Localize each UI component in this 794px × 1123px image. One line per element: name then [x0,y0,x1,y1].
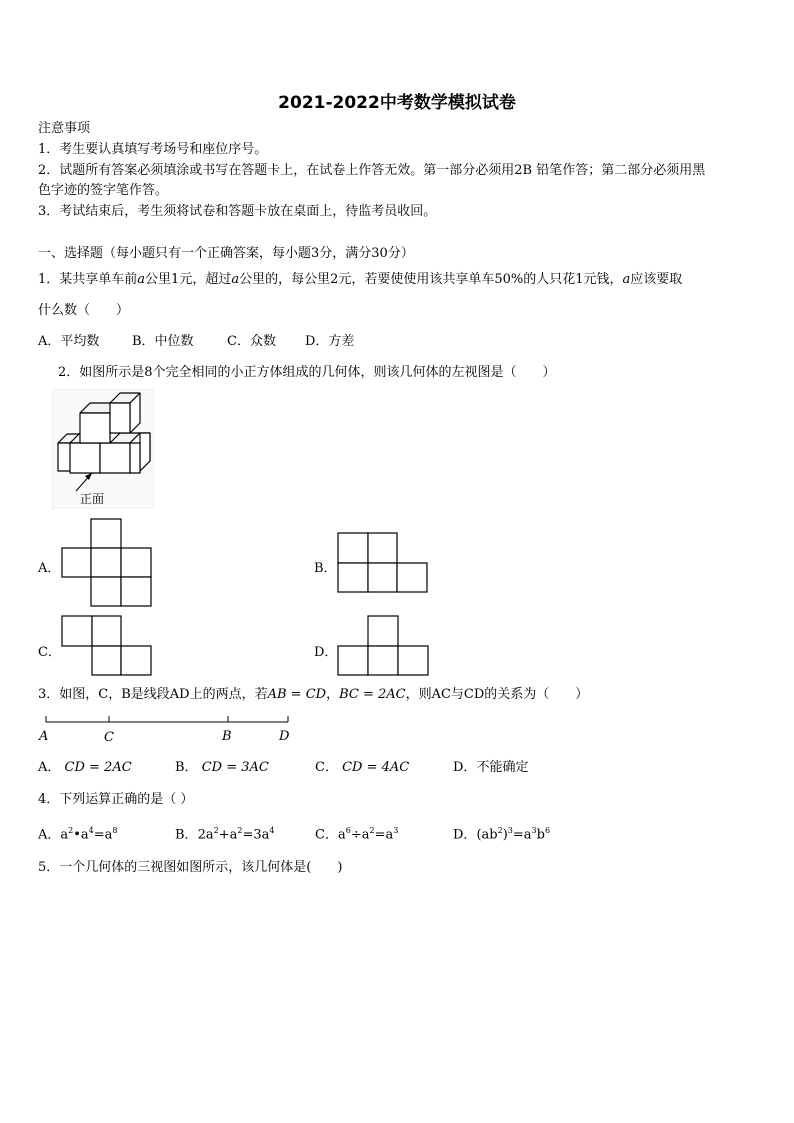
q1-stem: 1．某共享单车前a公里1元，超过a公里的，每公里2元，若要使使用该共享单车50%的人只花1元钱，a应该要取 [38,272,683,287]
point-b-label: B [222,729,232,744]
q1-option-d: D．方差 [305,334,355,349]
notice-item-3: 3．考试结束后，考生须将试卷和答题卡放在桌面上，待监考员收回。 [38,204,437,219]
q1-option-b: B．中位数 [132,334,194,349]
q2-option-a-figure[interactable] [61,518,153,608]
point-d-label: D [279,729,290,744]
q3-option-b: B． CD = 3AC [175,760,269,775]
q3-option-c: C． CD = 4AC [315,760,410,775]
q2-stem: 2．如图所示是8个完全相同的小正方体组成的几何体，则该几何体的左视图是（ ） [58,365,556,380]
q4-stem: 4．下列运算正确的是（ ） [38,792,194,807]
notice-item-1: 1．考生要认真填写考场号和座位序号。 [38,142,268,157]
point-a-label: A [39,729,49,744]
q2-option-d-label: D． [314,645,338,660]
q2-option-c-label: C． [38,645,61,660]
q2-option-b-label: B． [314,561,337,576]
notice-item-2: 2．试题所有答案必须填涂或书写在答题卡上，在试卷上作答无效。第一部分必须用2B 铅笔作答；第二部分必须用黑 [38,163,706,178]
notice-heading: 注意事项 [38,121,91,136]
q3-segment-figure [44,712,294,728]
q4-option-c: C．$a^6\div a^2=a^3$ [315,826,399,843]
q3-option-d: D．不能确定 [453,760,529,775]
q4-option-b: B．$2a^2+a^2=3a^4$ [175,826,275,843]
notice-item-2-cont: 色字迹的签字笔作答。 [38,183,169,198]
q2-option-b-figure[interactable] [337,532,429,594]
q1-option-c: C．众数 [227,334,276,349]
q3-stem: 3．如图，C，B是线段AD上的两点，若AB = CD，BC = 2AC，则AC与CD的关系为（ ） [38,687,589,702]
q4-option-d: D．$(ab^2)^3=a^3b^6$ [453,826,551,843]
q3-option-a: A． CD = 2AC [38,760,132,775]
page-title: 2021-2022中考数学模拟试卷 [278,93,516,113]
q2-option-a-label: A． [38,561,61,576]
section-heading: 一、选择题（每小题只有一个正确答案，每小题3分，满分30分） [38,246,414,261]
q4-option-a: A．$a^2•a^4=a^8$ [38,826,118,843]
q2-front-label: 正面 [80,492,105,506]
q2-option-c-figure[interactable] [61,615,153,677]
q5-stem: 5．一个几何体的三视图如图所示，该几何体是( ) [38,860,343,875]
point-c-label: C [104,730,114,745]
q2-option-d-figure[interactable] [337,615,431,677]
q1-option-a: A．平均数 [38,334,100,349]
q1-stem-cont: 什么数（ ） [38,303,130,318]
